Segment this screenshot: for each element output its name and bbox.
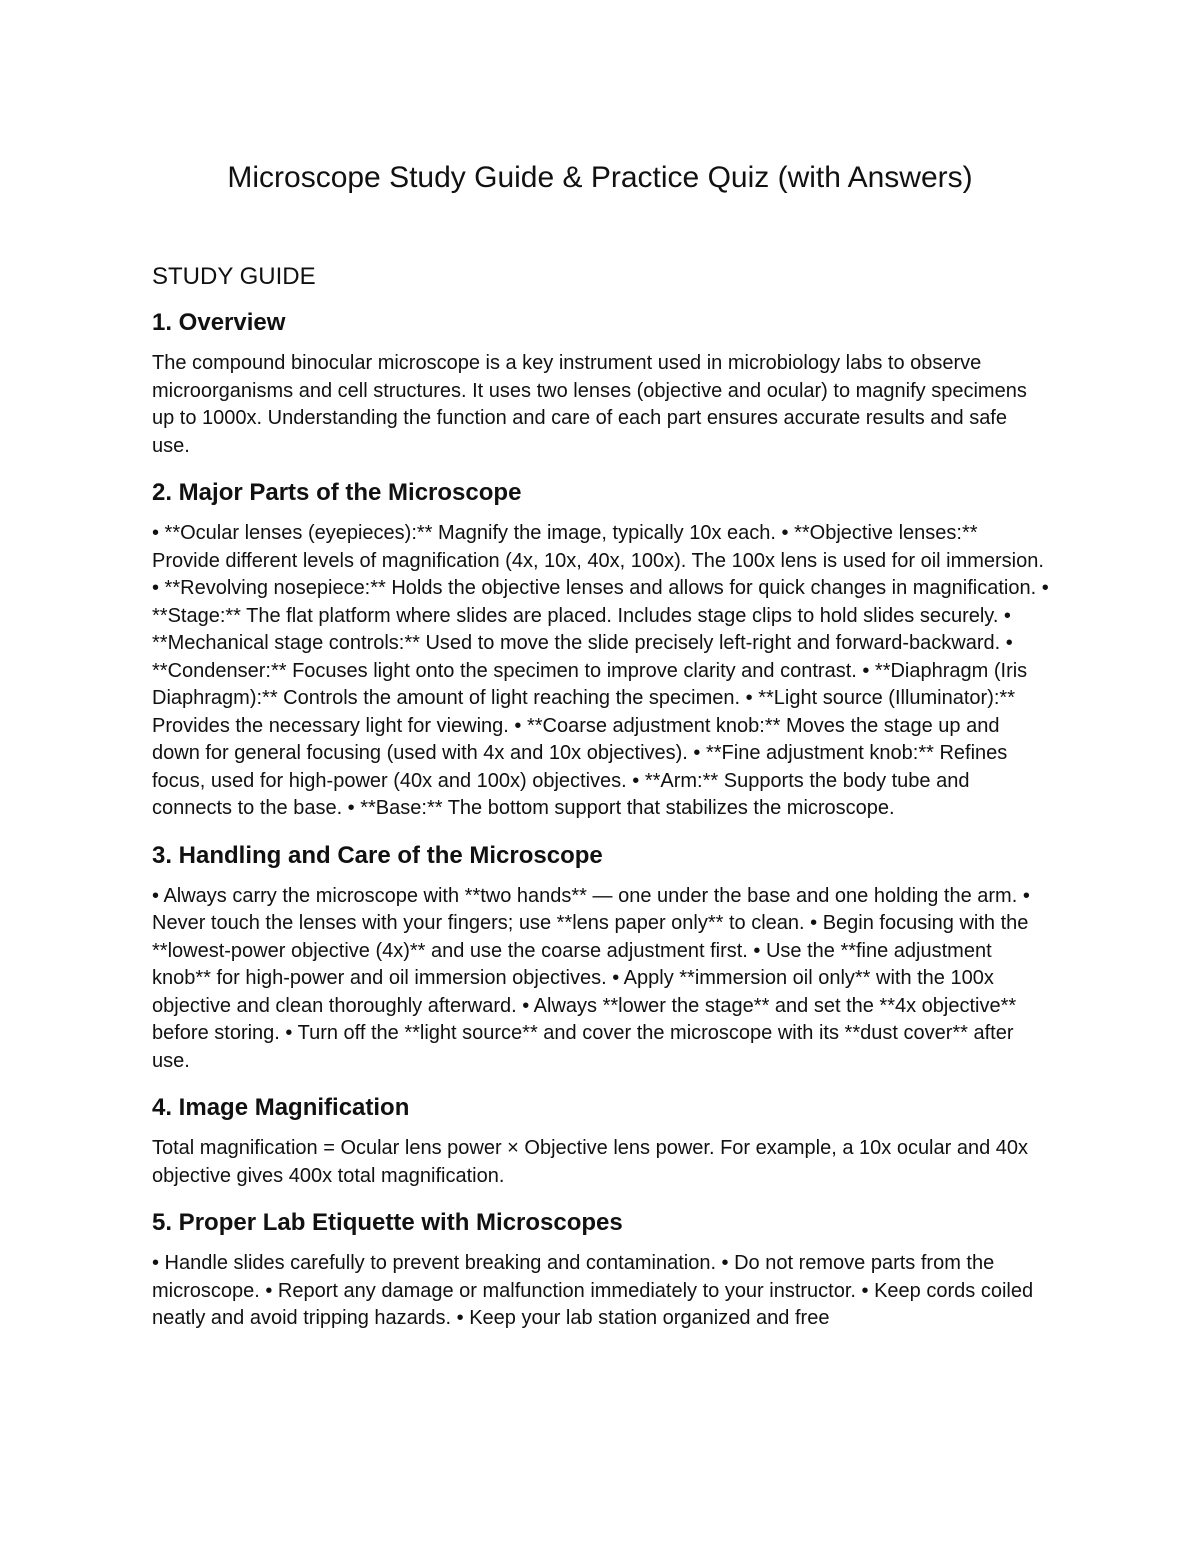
section-heading: 4. Image Magnification — [152, 1094, 410, 1121]
section-handling-care — [152, 839, 1050, 1076]
section-body: • Always carry the microscope with **two hands** — one under the base and one holding the arm. • Never touch the lenses with your fingers; use **lens paper only** to clean. • Begin focusing with the **lowest-power objective (4x)** and use the coarse adjustment first. • Use the **fine adjustment knob** for high-power and oil immersion objectives. • Apply **immersion oil only** with the 100x objective and clean thoroughly afterward. • Always **lower the stage** and set the **4x objective** before storing. • Turn off the **light source** and cover the microscope with its **dust cover** after use. — [152, 884, 1030, 1072]
study-guide-label: STUDY GUIDE — [152, 263, 316, 290]
section-lab-etiquette — [152, 1206, 1050, 1333]
section-major-parts — [152, 476, 1050, 823]
section-body: Total magnification = Ocular lens power × Objective lens power. For example, a 10x ocular and 40x objective gives 400x total magnification. — [152, 1137, 1029, 1187]
section-overview — [152, 306, 1050, 460]
section-body: • Handle slides carefully to prevent breaking and contamination. • Do not remove parts from the microscope. • Report any damage or malfunction immediately to your instructor. • Keep cords coiled neatly and avoid tripping hazards. • Keep your lab station organized and free — [152, 1252, 1034, 1329]
section-body: • **Ocular lenses (eyepieces):** Magnify the image, typically 10x each. • **Objective lenses:** Provide different levels of magnification (4x, 10x, 40x, 100x). The 100x lens is used for oil immersion. • **Revolving nosepiece:** Holds the objective lenses and allows for quick changes in magnification. • **Stage:** The flat platform where slides are placed. Includes stage clips to hold slides securely. • **Mechanical stage controls:** Used to move the slide precisely left-right and forward-backward. • **Condenser:** Focuses light onto the specimen to improve clarity and contrast. • **Diaphragm (Iris Diaphragm):** Controls the amount of light reaching the specimen. • **Light source (Illuminator):** Provides the necessary light for viewing. • **Coarse adjustment knob:** Moves the stage up and down for general focusing (used with 4x and 10x objectives). • **Fine adjustment knob:** Refines focus, used for high-power (40x and 100x) objectives. • **Arm:** Supports the body tube and connects to the base. • **Base:** The bottom support that stabilizes the microscope. — [152, 522, 1049, 819]
document-title: Microscope Study Guide & Practice Quiz (with Answers) — [227, 161, 973, 194]
section-heading: 5. Proper Lab Etiquette with Microscopes — [152, 1209, 623, 1236]
section-image-magnification — [152, 1091, 1050, 1190]
section-heading: 1. Overview — [152, 309, 286, 336]
section-body: The compound binocular microscope is a key instrument used in microbiology labs to observe microorganisms and cell structures. It uses two lenses (objective and ocular) to magnify specimens up to 1000x. Understanding the function and care of each part ensures accurate results and safe use. — [152, 352, 1027, 457]
document-content — [152, 306, 1050, 1349]
section-heading: 2. Major Parts of the Microscope — [152, 479, 522, 506]
section-heading: 3. Handling and Care of the Microscope — [152, 841, 603, 869]
